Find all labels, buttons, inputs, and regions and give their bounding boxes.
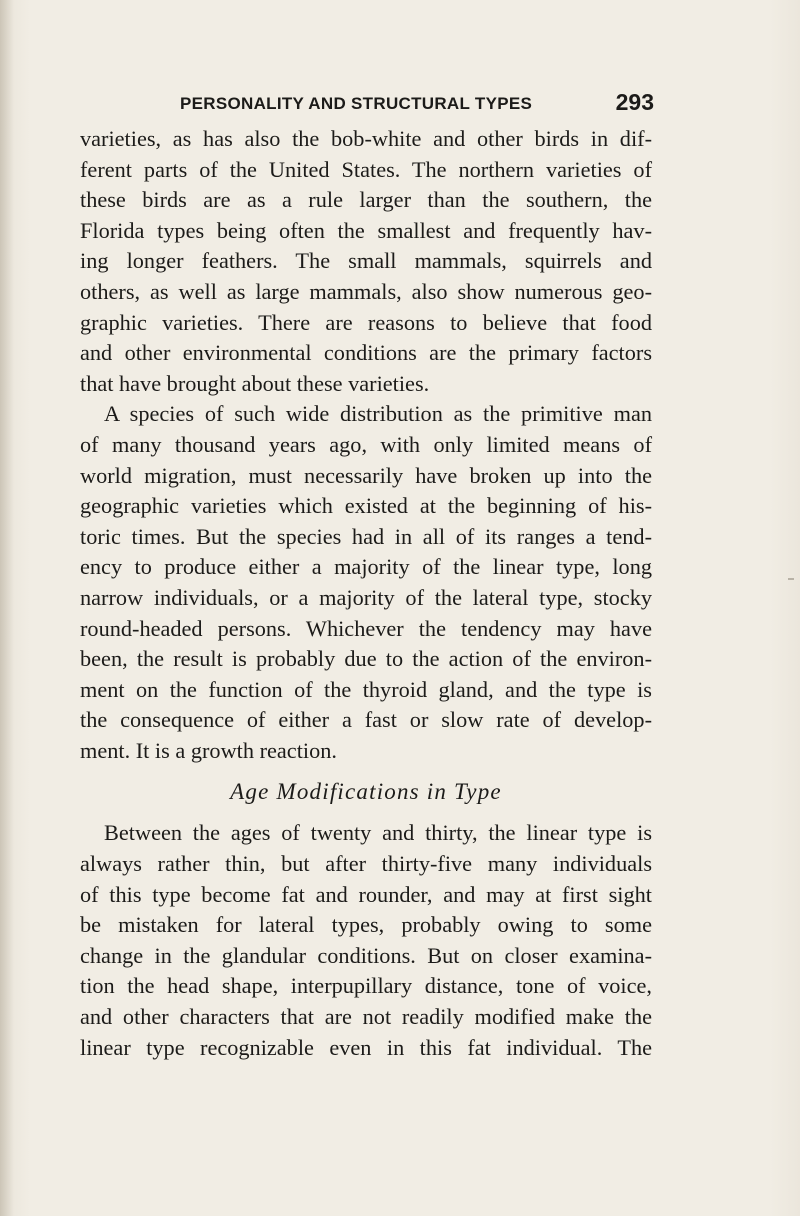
running-head: PERSONALITY AND STRUCTURAL TYPES	[180, 94, 533, 113]
text-line: ment on the function of the thyroid gland, and the type is	[80, 676, 652, 702]
page-edge-mark	[788, 578, 794, 580]
paragraph-3	[80, 818, 652, 1063]
text-line: narrow individuals, or a majority of the lateral type, stocky	[80, 584, 652, 610]
text-line: ing longer feathers. The small mammals, squirrels and	[80, 248, 652, 274]
text-line: of this type become fat and rounder, and may at first sight	[80, 881, 652, 907]
text-line: these birds are as a rule larger than the southern, the	[80, 187, 652, 213]
text-line: and other characters that are not readily modified make the	[80, 1004, 652, 1030]
text-line: always rather thin, but after thirty-five many individuals	[80, 851, 652, 877]
text-line: ferent parts of the United States. The northern varieties of	[80, 156, 652, 182]
text-line: change in the glandular conditions. But on closer examina-	[80, 942, 652, 968]
text-line: ment. It is a growth reaction.	[80, 737, 337, 763]
text-line: A species of such wide distribution as the primitive man	[104, 401, 652, 427]
text-line: linear type recognizable even in this fat individual. The	[80, 1034, 652, 1060]
text-line: varieties, as has also the bob-white and other birds in dif-	[80, 126, 652, 151]
page-number: 293	[615, 89, 654, 115]
text-line: toric times. But the species had in all of its ranges a tend-	[80, 523, 652, 549]
body-text	[80, 124, 652, 1063]
section-heading: Age Modifications in Type	[230, 779, 502, 805]
text-line: and other environmental conditions are the primary factors	[80, 340, 652, 366]
text-line: graphic varieties. There are reasons to believe that food	[80, 309, 652, 335]
text-line: ency to produce either a majority of the linear type, long	[80, 554, 652, 580]
text-line: round-headed persons. Whichever the tendency may have	[80, 615, 652, 641]
text-line: that have brought about these varieties.	[80, 370, 430, 396]
text-line: of many thousand years ago, with only limited means of	[80, 431, 652, 457]
text-line: been, the result is probably due to the action of the environ-	[80, 646, 652, 672]
text-line: geographic varieties which existed at the beginning of his-	[80, 493, 652, 519]
text-line: others, as well as large mammals, also show numerous geo-	[80, 278, 652, 304]
page-header	[176, 88, 654, 122]
text-line: tion the head shape, interpupillary distance, tone of voice,	[80, 973, 652, 999]
paragraph-2	[80, 399, 652, 766]
paragraph-1	[80, 124, 652, 399]
text-line: Between the ages of twenty and thirty, the linear type is	[104, 820, 652, 846]
text-line: the consequence of either a fast or slow rate of develop-	[80, 707, 652, 733]
text-line: Florida types being often the smallest and frequently hav-	[80, 217, 652, 243]
text-line: world migration, must necessarily have broken up into the	[80, 462, 652, 488]
text-line: be mistaken for lateral types, probably owing to some	[80, 912, 652, 938]
gutter-shadow	[0, 0, 14, 1216]
